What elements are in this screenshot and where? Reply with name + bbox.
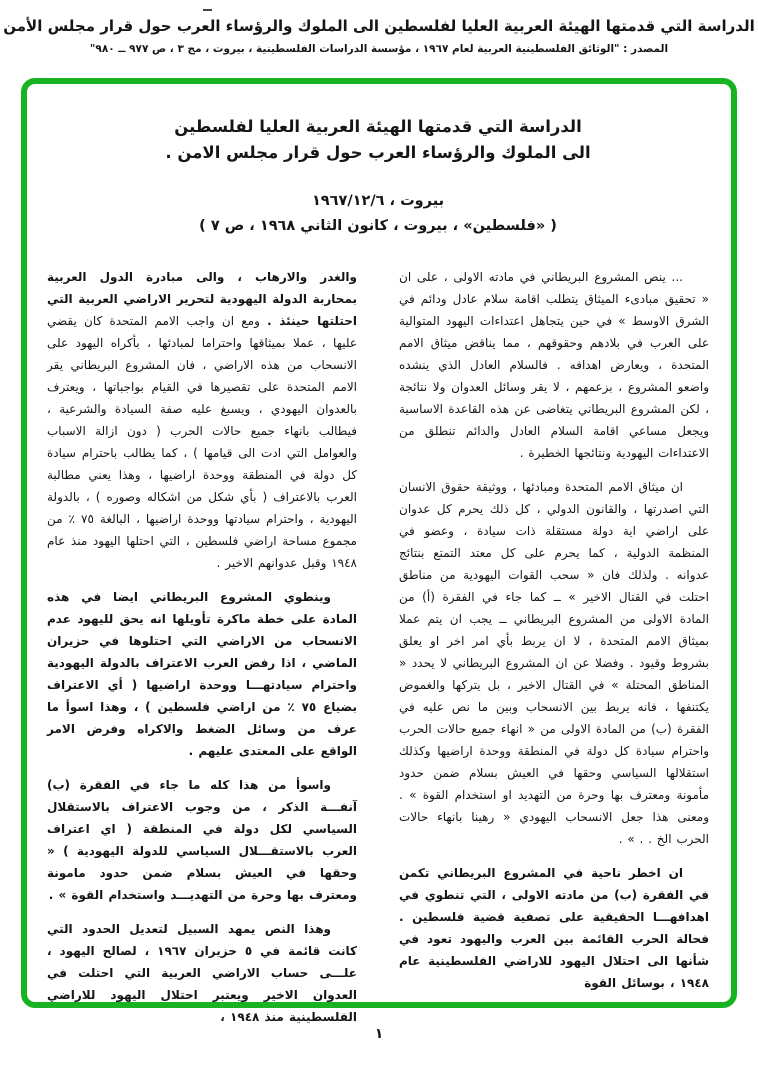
source-citation-line: المصدر : "الوثائق الفلسطينية العربية لعام ١٩٦٧ ، مؤسسة الدراسات الفلسطينية ، بيروت ، مج ٣ ، ص ٩٧٧ ــ ٩٨٠" — [89, 43, 669, 55]
date-line: بيروت ، ١٩٦٧/١٢/٦ — [311, 192, 445, 209]
paragraph-left-1-bold-lead: والغدر والارهاب ، والى مبادرة الدول العربية بمحاربة الدولة اليهودية لتحرير الاراضي العربية التي احتلتها حينئذ . — [47, 269, 357, 328]
document-title-line2: الى الملوك والرؤساء العرب حول قرار مجلس الامن . — [165, 143, 591, 163]
left-column — [47, 266, 357, 1040]
right-column — [399, 266, 709, 1040]
paragraph-right-2: ان ميثاق الامم المتحدة ومبادئها ، ووثيقة حقوق الانسان التي اصدرتها ، والقانون الدولي ، كل ذلك يحرم كل عدوان على اراضي اية دولة مستقلة ذات سيادة ، وعضو في المنظمة الدولية ، كما يحرم على كل معتد التمتع بنتائج عدوانه . ولذلك فان « سحب القوات اليهودية من مناطق احتلت في القتال الاخير » ــ كما جاء في الفقرة (أ) من المادة الاولى من المشروع البريطاني ــ يجب ان يتم عملا بميثاق الامم المتحدة ، لا ان يربط بأي امر اخر او يعلق بشروط وقيود . وفضلا عن ان المشروع البريطاني لا يحدد « المناطق المحتلة » في القتال الاخير ، بل يتركها والغموض يكتنفها ، فانه يربط بين الانسحاب وبين ما نص عليه في الفقرة (ب) من المادة الاولى من « انهاء جميع حالات الحرب واحترام سيادة كل دولة في المنطقة ووحدة اراضيها وكذلك استقلالها السياسي وحقها في العيش بسلام ضمن حدود مأمونة ومعترف بها وحرة من التهديد او استخدام القوة » . ومعنى هذا جعل الانسحاب اليهودي « رهينا بانهاء حالات الحرب الخ . . » . — [399, 479, 709, 846]
page-number: ١ — [374, 1026, 384, 1042]
paragraph-left-1-rest: ومع ان واجب الامم المتحدة كان يقضي عليها ، عملا بميثاقها واحتراما لمبادئها ، بأكراه اليهود على الانسحاب من هذه الاراضي ، فان المشروع البريطاني يقر الامم المتحدة على تقصيرها في القيام بواجباتها ، ويعترف بالعدوان اليهودي ، ويسبغ عليه صفة السيادة والشرعية ، فيطالب بانهاء جميع حالات الحرب ( دون ازالة الاسباب والعوامل التي ادت الى قيامها ) ، كما يطالب باحترام سيادة كل دولة في المنطقة ووحدة اراضيها ، وهذا يعني مطالبة العرب بالاعتراف ( بأي شكل من اشكاله وصوره ) ، بالدولة اليهودية ، واحترام سيادتها ووحدة اراضيها ، البالغة ٧٥ ٪ من مجموع مساحة اراضي فلسطين ، التي احتلها اليهود منذ عام ١٩٤٨ وقبل عدوانهم الاخير . — [47, 313, 357, 570]
paragraph-left-3: واسوأ من هذا كله ما جاء في الفقرة (ب) آنفـــة الذكر ، من وجوب الاعتراف بالاستقلال السياسي لكل دولة في المنطقة ( اي اعتراف العرب بالاستقـــلال السياسي للدولة اليهودية ) « وحقها في العيش بسلام ضمن حدود مامونة ومعترف بها وحرة من التهديـــد واستخدام القوة » . — [47, 777, 357, 902]
page-title: الدراسة التي قدمتها الهيئة العربية العليا لفلسطين الى الملوك والرؤساء العرب حول قرار مجلس الأمن — [3, 17, 755, 35]
scan-artifact-dash — [203, 9, 212, 11]
paragraph-right-3: ان اخطر ناحية في المشروع البريطاني تكمن في الفقرة (ب) من مادته الاولى ، التي تنطوي في اهدافهـــا الحقيقية على تصفية قضية فلسطين . فحالة الحرب القائمة بين العرب واليهود تعود في شأنها الى احتلال اليهود للاراضي الفلسطينية عام ١٩٤٨ ، بوسائل القوة — [399, 865, 709, 990]
page-header — [0, 16, 758, 55]
publication-line: ( «فلسطين» ، بيروت ، كانون الثاني ١٩٦٨ ، ص ٧ ) — [199, 218, 557, 235]
document-border-box — [21, 78, 737, 1024]
paragraph-left-4: وهذا النص يمهد السبيل لتعديل الحدود التي كانت قائمة في ٥ حزيران ١٩٦٧ ، لصالح اليهود ، علـــى حساب الاراضي العربية التي احتلت في العدوان الاخير ويعتبر احتلال اليهود للاراضي الفلسطينية منذ ١٩٤٨ ، — [47, 921, 358, 1024]
paragraph-left-1 — [47, 266, 357, 574]
document-title-line1: الدراسة التي قدمتها الهيئة العربية العليا لفلسطين — [174, 117, 582, 136]
paragraph-right-1: ... ينص المشروع البريطاني في مادته الاولى ، على ان « تحقيق مبادىء الميثاق يتطلب اقامة سلام عادل ودائم في الشرق الاوسط » في حين يتجاهل اعتداءات اليهود المتوالية على العرب في بلادهم وحقوقهم ، مما يناقض ميثاق الامم المتحدة ، ويعارض اهدافه . فالسلام العادل الذي ينشده واضعو المشروع ، بزعمهم ، لا يقر وسائل العدوان ولا نتائجة ، لكن المشروع البريطاني يتغاضى عن هذه القاعدة الاساسية ويجعل مساعي اقامة السلام العادل والدائم تنطلق من الاعتداءات اليهودية ونتائجها الخطيرة . — [399, 269, 709, 460]
document-date-block — [47, 189, 709, 240]
document-title — [47, 114, 709, 167]
paragraph-left-2: وينطوي المشروع البريطاني ايضا في هذه المادة على خطة ماكرة تأويلها انه يحق لليهود عدم الانسحاب من الاراضي التي احتلوها في حزيران الماضي ، اذا رفض العرب الاعتراف بالدولة اليهودية واحترام سيادتهـــا ووحدة اراضيها ( أي الاعتراف بضياع ٧٥ ٪ من اراضي فلسطين ) ، وهذا اسوأ ما عرف من وسائل الضغط والاكراه وفرض الامر الواقع على المعتدى عليهم . — [47, 589, 358, 758]
text-columns — [47, 266, 709, 1040]
